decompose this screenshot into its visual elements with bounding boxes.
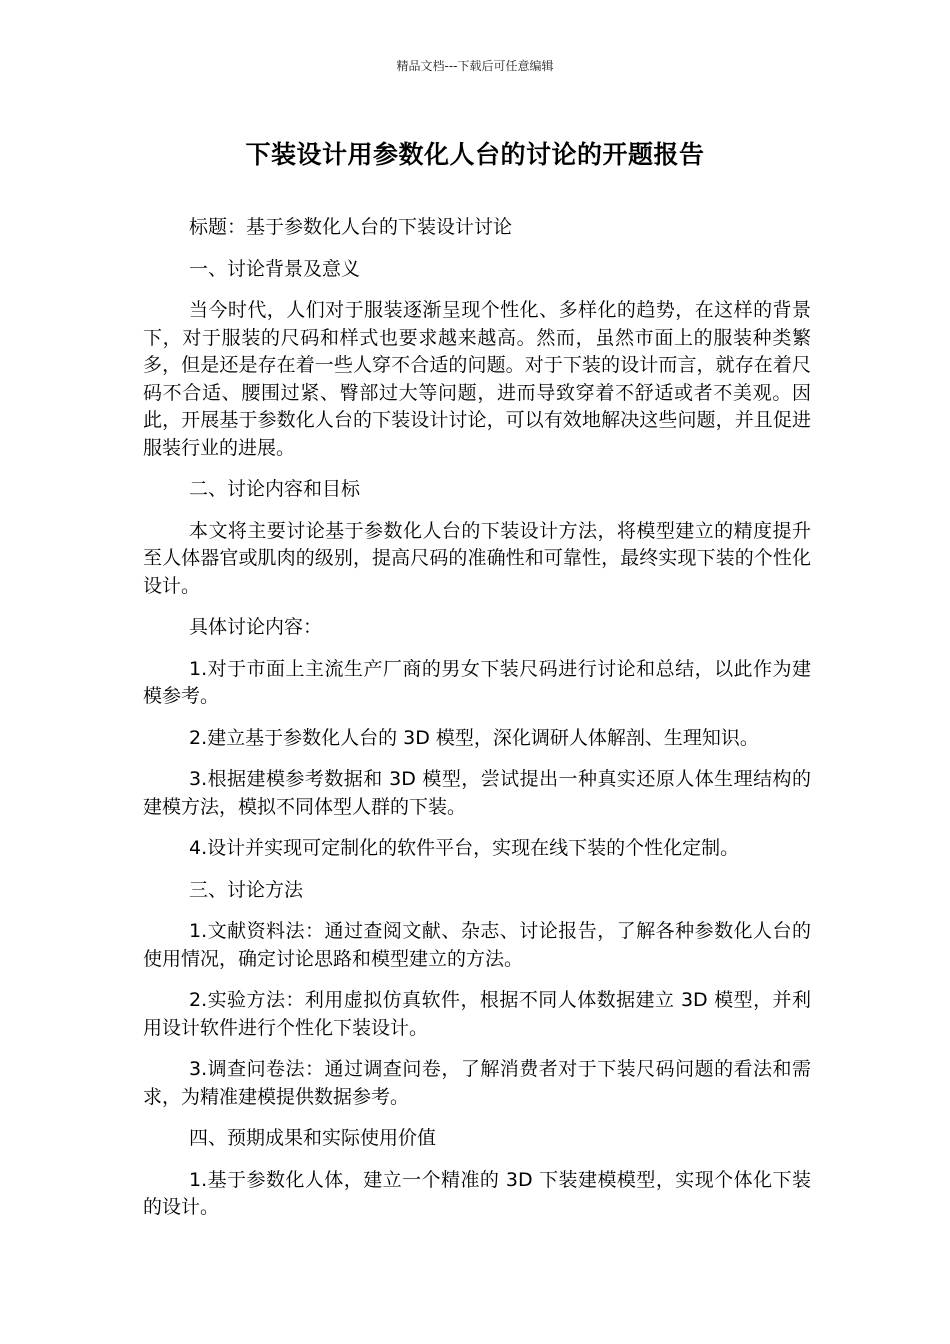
list-item: 4.设计并实现可定制化的软件平台，实现在线下装的个性化定制。 [189, 837, 740, 859]
list-item: 3.调查问卷法：通过调查问卷，了解消费者对于下装尺码问题的看法和需求，为精准建模提供数据参考。 [143, 1058, 811, 1108]
list-item: 3.根据建模参考数据和 3D 模型，尝试提出一种真实还原人体生理结构的建模方法，模拟不同体型人群的下装。 [143, 768, 811, 818]
list-item: 1.对于市面上主流生产厂商的男女下装尺码进行讨论和总结，以此作为建模参考。 [143, 657, 811, 707]
page-header: 精品文档---下载后可任意编辑 [396, 59, 554, 73]
list-item: 2.实验方法：利用虚拟仿真软件，根据不同人体数据建立 3D 模型，并利用设计软件进行个性化下装设计。 [143, 989, 811, 1039]
section-heading-content-goals: 二、讨论内容和目标 [189, 478, 361, 500]
content-goals-paragraph: 本文将主要讨论基于参数化人台的下装设计方法，将模型建立的精度提升至人体器官或肌肉的级别，提高尺码的准确性和可靠性，最终实现下装的个性化设计。 [143, 519, 811, 597]
list-item: 1.基于参数化人体，建立一个精准的 3D 下装建模模型，实现个体化下装的设计。 [143, 1168, 811, 1218]
subtitle-line: 标题：基于参数化人台的下装设计讨论 [189, 216, 513, 238]
document-title: 下装设计用参数化人台的讨论的开题报告 [245, 140, 705, 169]
section-heading-outcomes: 四、预期成果和实际使用价值 [189, 1127, 437, 1149]
document-body [143, 214, 811, 1236]
section-heading-background: 一、讨论背景及意义 [189, 257, 361, 280]
list-item: 2.建立基于参数化人台的 3D 模型，深化调研人体解剖、生理知识。 [189, 726, 759, 749]
list-item: 1.文献资料法：通过查阅文献、杂志、讨论报告，了解各种参数化人台的使用情况，确定讨论思路和模型建立的方法。 [143, 920, 811, 970]
specific-content-label: 具体讨论内容： [189, 616, 323, 638]
background-paragraph: 当今时代，人们对于服装逐渐呈现个性化、多样化的趋势，在这样的背景下，对于服装的尺码和样式也要求越来越高。然而，虽然市面上的服装种类繁多，但是还是存在着一些人穿不合适的问题。对于下装的设计而言，就存在着尺码不合适、腰围过紧、臀部过大等问题，进而导致穿着不舒适或者不美观。因此，开展基于参数化人台的下装设计讨论，可以有效地解决这些问题，并且促进服装行业的进展。 [143, 299, 811, 459]
section-heading-methods: 三、讨论方法 [189, 878, 304, 901]
